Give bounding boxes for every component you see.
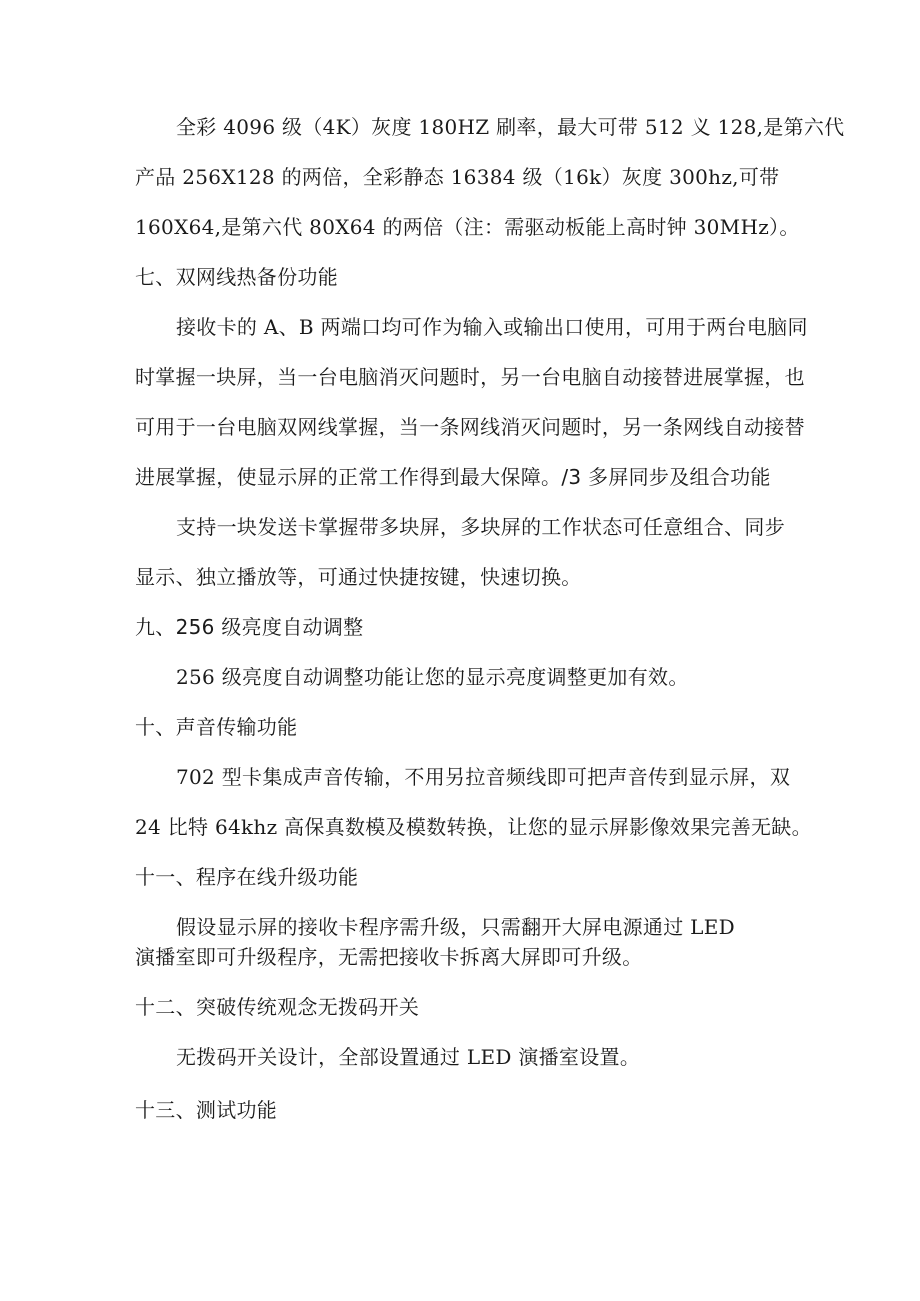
paragraph-line: 24 比特 64khz 高保真数模及模数转换，让您的显示屏影像效果完善无缺。 (135, 815, 812, 839)
paragraph-line: 假设显示屏的接收卡程序需升级，只需翻开大屏电源通过 LED (176, 915, 735, 939)
paragraph-line: 全彩 4096 级（4K）灰度 180HZ 刷率，最大可带 512 义 128,是第六代 (176, 115, 845, 139)
section-heading: 十、声音传输功能 (135, 715, 298, 739)
paragraph-line: 256 级亮度自动调整功能让您的显示亮度调整更加有效。 (176, 665, 689, 689)
paragraph-line: 160X64,是第六代 80X64 的两倍（注：需驱动板能上高时钟 30MHz）。 (135, 215, 800, 239)
section-heading: 十三、测试功能 (135, 1098, 278, 1122)
paragraph-line: 支持一块发送卡掌握带多块屏，多块屏的工作状态可任意组合、同步 (176, 515, 785, 539)
paragraph-line: 可用于一台电脑双网线掌握，当一条网线消灭问题时，另一条网线自动接替 (135, 415, 805, 439)
paragraph-line (135, 464, 771, 490)
section-heading: 十二、突破传统观念无拨码开关 (135, 995, 420, 1019)
paragraph-line: 演播室即可升级程序，无需把接收卡拆离大屏即可升级。 (135, 945, 643, 969)
paragraph-line: 702 型卡集成声音传输，不用另拉音频线即可把声音传到显示屏，双 (176, 765, 791, 789)
paragraph-text: 进展掌握，使显示屏的正常工作得到最大保障。 (135, 465, 562, 489)
paragraph-line: 无拨码开关设计，全部设置通过 LED 演播室设置。 (176, 1045, 641, 1069)
inline-section-heading: /3 多屏同步及组合功能 (561, 465, 771, 489)
paragraph-line: 产品 256X128 的两倍，全彩静态 16384 级（16k）灰度 300hz,可带 (135, 165, 780, 189)
section-heading: 十一、程序在线升级功能 (135, 865, 359, 889)
paragraph-line: 显示、独立播放等，可通过快捷按键，快速切换。 (135, 565, 582, 589)
section-heading: 九、256 级亮度自动调整 (135, 615, 364, 639)
paragraph-line: 接收卡的 A、B 两端口均可作为输入或输出口使用，可用于两台电脑同 (176, 315, 808, 339)
section-heading: 七、双网线热备份功能 (135, 265, 338, 289)
paragraph-line: 时掌握一块屏，当一台电脑消灭问题时，另一台电脑自动接替进展掌握，也 (135, 365, 805, 389)
